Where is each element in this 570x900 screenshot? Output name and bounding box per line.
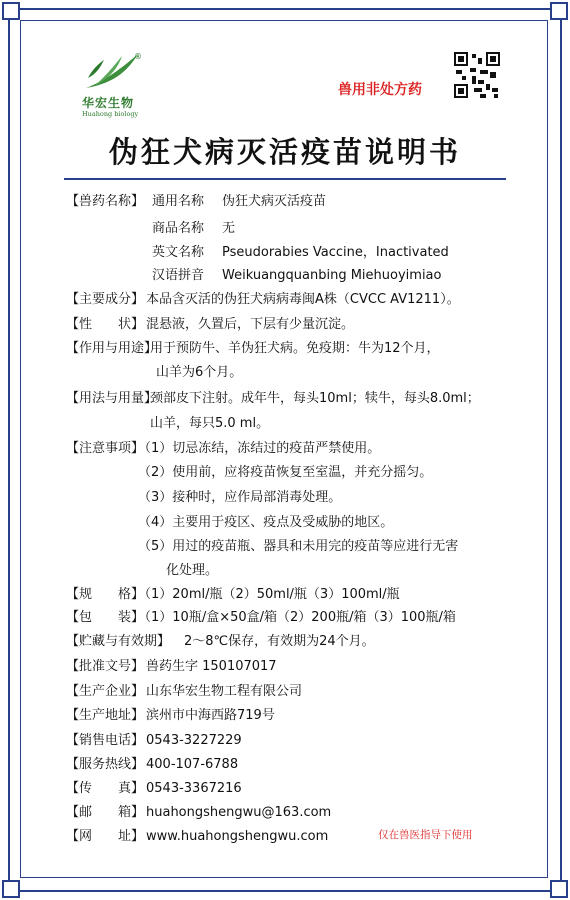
hotline-label: 【服务热线】: [66, 757, 145, 772]
generic-name-label: 通用名称: [152, 194, 205, 209]
company-name-cn: 华宏生物: [82, 96, 135, 110]
website-value: www.huahongshengwu.com: [146, 829, 329, 844]
action-value-line1: 用于预防牛、羊伪狂犬病。免疫期：牛为12个月，: [150, 341, 440, 356]
manufacturer-label: 【生产企业】: [66, 684, 145, 699]
precaution-item: （4）主要用于疫区、疫点及受威胁的地区。: [138, 515, 394, 530]
approval-label: 【批准文号】: [66, 659, 145, 674]
property-value: 混悬液，久置后，下层有少量沉淀。: [146, 317, 355, 332]
pinyin-value: Weikuangquanbing Miehuoyimiao: [222, 268, 442, 283]
registered-mark: ®: [134, 52, 142, 61]
english-name-label: 英文名称: [152, 245, 205, 260]
address-value: 滨州市中海西路719号: [146, 708, 275, 723]
dosage-value-line1: 颈部皮下注射。成年牛，每头10ml；犊牛，每头8.0ml；: [150, 391, 480, 406]
generic-name-value: 伪狂犬病灭活疫苗: [222, 194, 327, 209]
qr-code-icon: [452, 50, 502, 100]
english-name-value: Pseudorabies Vaccine，Inactivated: [222, 245, 449, 260]
hotline-value: 400-107-6788: [146, 757, 239, 772]
precaution-item: （3）接种时，应作局部消毒处理。: [138, 490, 342, 505]
drug-name-row: [66, 194, 144, 210]
spec-value: （1）20ml/瓶（2）50ml/瓶（3）100ml/瓶: [138, 587, 400, 602]
precaution-item: （1）切忌冻结，冻结过的疫苗严禁使用。: [138, 441, 381, 456]
otc-label: 兽用非处方药: [338, 82, 422, 98]
package-value: （1）10瓶/盒×50盒/箱（2）200瓶/箱（3）100瓶/箱: [138, 610, 456, 625]
precaution-item: （2）使用前，应将疫苗恢复至室温，并充分摇匀。: [138, 465, 433, 480]
trade-name-label: 商品名称: [152, 221, 205, 236]
fax-value: 0543-3367216: [146, 781, 242, 796]
leaf-logo-icon: [82, 48, 142, 92]
veterinary-guidance-note: 仅在兽医指导下使用: [378, 829, 473, 841]
manufacturer-value: 山东华宏生物工程有限公司: [146, 684, 303, 699]
storage-label: 【贮藏与有效期】: [66, 634, 171, 649]
package-label: 【包 装】: [66, 610, 145, 625]
email-value: huahongshengwu@163.com: [146, 805, 332, 820]
composition-value: 本品含灭活的伪狂犬病病毒闽A株（CVCC AV1211）。: [146, 292, 460, 307]
composition-label: 【主要成分】: [66, 292, 145, 307]
precautions-label: 【注意事项】: [66, 441, 145, 456]
corner-ornament: [2, 2, 20, 20]
approval-value: 兽药生字 150107017: [146, 659, 277, 674]
fax-label: 【传 真】: [66, 781, 145, 796]
trade-name-value: 无: [222, 221, 236, 236]
property-label: 【性 状】: [66, 317, 145, 332]
address-label: 【生产地址】: [66, 708, 145, 723]
title-divider: [64, 178, 506, 180]
document-title: 伪狂犬病灭活疫苗说明书: [108, 135, 461, 169]
spec-label: 【规 格】: [66, 587, 145, 602]
dosage-label: 【用法与用量】: [66, 391, 158, 406]
website-label: 【网 址】: [66, 829, 145, 844]
drug-name-label: 【兽药名称】: [66, 194, 145, 209]
corner-ornament: [2, 880, 20, 898]
action-label: 【作用与用途】: [66, 341, 158, 356]
sales-tel-value: 0543-3227229: [146, 733, 242, 748]
action-value-line2: 山羊为6个月。: [156, 365, 243, 380]
company-name-en: Huahong biology: [82, 110, 139, 118]
email-label: 【邮 箱】: [66, 805, 145, 820]
corner-ornament: [550, 2, 568, 20]
storage-value: 2～8℃保存，有效期为24个月。: [184, 634, 375, 649]
precaution-item: （5）用过的疫苗瓶、器具和未用完的疫苗等应进行无害: [138, 539, 459, 554]
corner-ornament: [550, 880, 568, 898]
pinyin-label: 汉语拼音: [152, 268, 205, 283]
sales-tel-label: 【销售电话】: [66, 733, 145, 748]
dosage-value-line2: 山羊，每只5.0 ml。: [150, 416, 270, 431]
precaution-item-continued: 化处理。: [166, 563, 219, 578]
